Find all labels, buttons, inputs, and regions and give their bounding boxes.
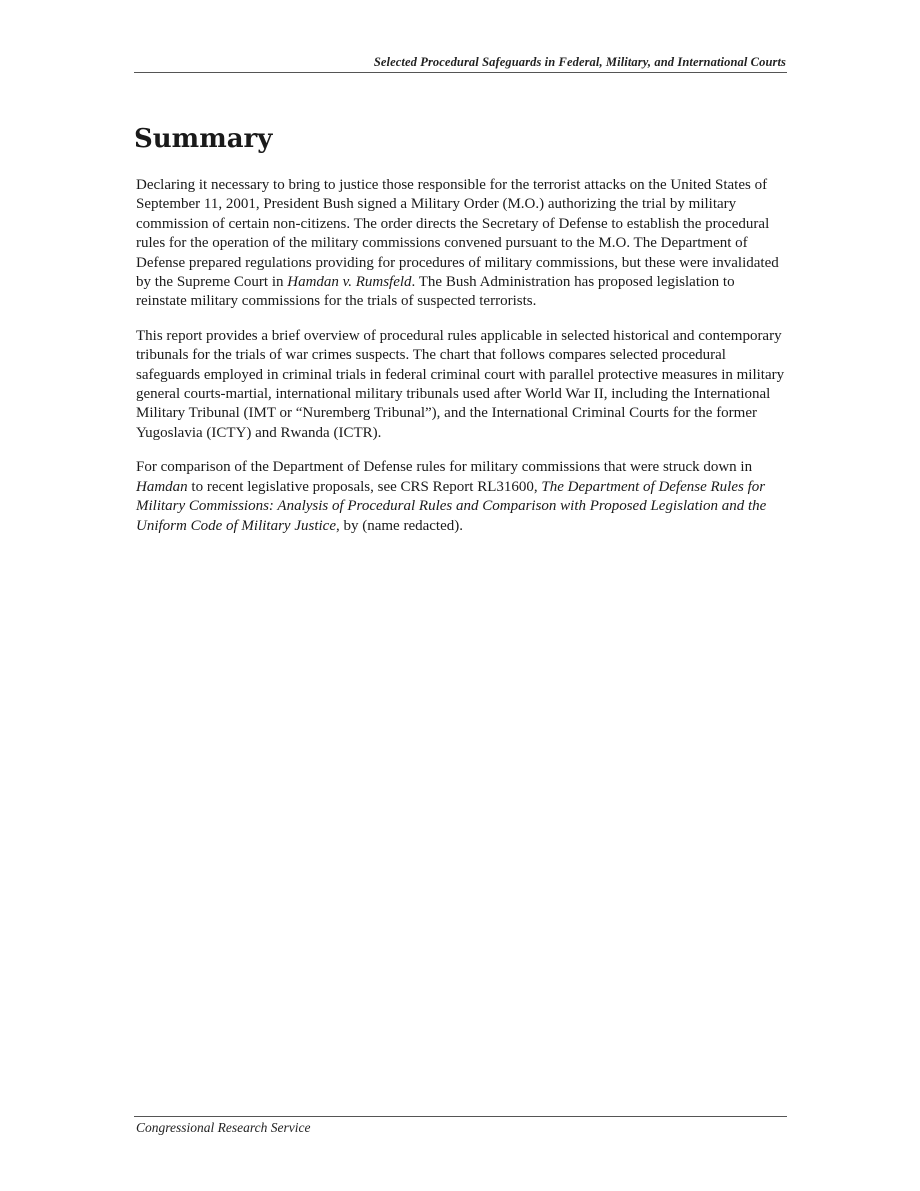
paragraph-3-text-c: , by (name redacted). [335, 517, 464, 534]
report-title: The Department of Defense Rules for Military Commissions: Analysis of Procedural Rules and Comparison with Proposed Legislation and the Uniform Code of Military Justice [136, 478, 767, 534]
footer-rule [134, 1116, 787, 1117]
paragraph-1-text-a: Declaring it necessary to bring to justice those responsible for the terrorist attacks on the United States of September 11, 2001, President Bush signed a Military Order (M.O.) authorizing the trial by military commission of certain non-citizens. The order directs the Secretary of Defense to establish the procedural rules for the operation of the military commissions convened pursuant to the M.O. The Department of Defense prepared regulations providing for procedures of military commissions, but these were invalidated by the Supreme Court in [136, 177, 779, 291]
footer-text: Congressional Research Service [136, 1120, 311, 1135]
paragraph-2: This report provides a brief overview of procedural rules applicable in selected historical and contemporary tribunals for the trials of war crimes suspects. The chart that follows compares selected procedural safeguards employed in criminal trials in federal criminal court with parallel protective measures in military general courts-martial, international military tribunals used after World War II, including the International Military Tribunal (IMT or “Nuremberg Tribunal”), and the International Criminal Courts for the former Yugoslavia (ICTY) and Rwanda (ICTR). [136, 327, 785, 441]
case-name-hamdan-v-rumsfeld: Hamdan v. Rumsfeld [287, 274, 412, 291]
paragraph-3-text-b: to recent legislative proposals, see CRS Report RL31600, [187, 478, 542, 495]
paragraph-1 [136, 176, 788, 312]
summary-body [136, 176, 788, 551]
paragraph-3-text-a: For comparison of the Department of Defense rules for military commissions that were struck down in [136, 459, 753, 476]
running-header: Selected Procedural Safeguards in Federal, Military, and International Courts [373, 55, 786, 69]
paragraph-3 [136, 458, 788, 536]
case-name-hamdan: Hamdan [136, 478, 188, 495]
section-title: Summary [134, 124, 273, 154]
header-rule [134, 72, 787, 73]
paragraph-1-text-b: . The Bush Administration has proposed legislation to reinstate military commissions for the trials of suspected terrorists. [136, 274, 735, 310]
